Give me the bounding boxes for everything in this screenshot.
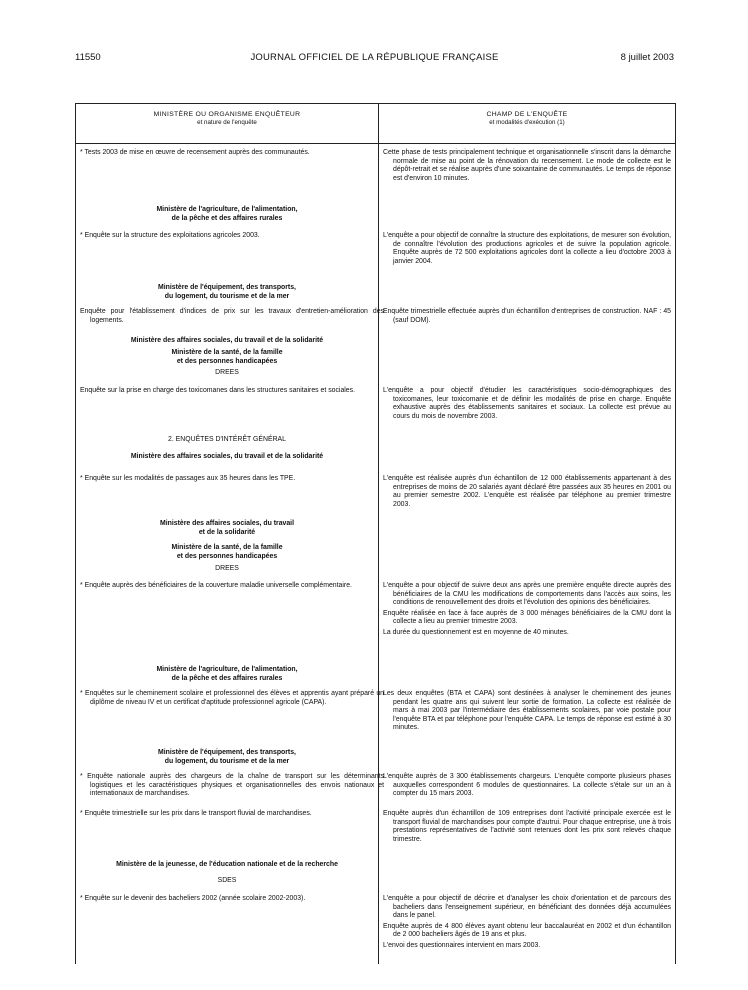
survey-nature: * Enquêtes sur le cheminement scolaire et professionnel des élèves et apprentis ayant préparé un diplôme de niveau IV et un certificat d'aptitude professionnel agricole (CAPA).: [80, 690, 384, 706]
ministry-line: et des personnes handicapées: [176, 552, 278, 560]
survey-nature: * Enquête sur les modalités de passages aux 35 heures dans les TPE.: [80, 475, 296, 482]
column-header-subtitle: et nature de l'enquête: [197, 119, 257, 126]
ministry-line: du logement, du tourisme et de la mer: [164, 757, 290, 765]
ministry-line: Ministère de l'agriculture, de l'alimentation,: [156, 206, 298, 213]
scope-paragraph: L'enquête a pour objectif de suivre deux ans après une première enquête directe auprès des bénéficiaires de la CMU les modifications de comportements dans l'accès aux soins, les conditions de renouvellement des droits et l'évolution des opinions des bénéficiaires.: [383, 582, 671, 607]
header-divider: [76, 143, 675, 144]
ministry-line: Ministère de la santé, de la famille: [171, 349, 283, 356]
survey-nature: * Enquête sur la structure des exploitations agricoles 2003.: [80, 232, 260, 239]
survey-nature: * Tests 2003 de mise en œuvre de recensement auprès des communautés.: [80, 149, 310, 156]
ministry-heading: [80, 284, 374, 301]
directorate-label: DREES: [215, 369, 239, 376]
scope-paragraph: La durée du questionnement est en moyenne de 40 minutes.: [383, 628, 569, 636]
ministry-line: de la pêche et des affaires rurales: [171, 674, 283, 682]
ministry-heading: [80, 453, 374, 462]
ministry-heading: [80, 861, 374, 870]
survey-nature: Enquête pour l'établissement d'indices de prix sur les travaux d'entretien-amélioration des logements.: [80, 308, 384, 324]
ministry-line: du logement, du tourisme et de la mer: [164, 292, 290, 300]
scope-paragraph: L'enquête auprès de 3 300 établissements chargeurs. L'enquête comporte plusieurs phases auxquelles correspondent 6 modules de questionnaires. La collecte s'étale sur un an à compter du 15 mars 2003.: [383, 773, 671, 798]
scope-paragraph: Enquête réalisée en face à face auprès de 3 000 ménages bénéficiaires de la CMU dont la collecte a lieu au premier trimestre 2003.: [383, 609, 671, 626]
scope-paragraph: Enquête auprès d'un échantillon de 109 entreprises dont l'activité principale exercée est le transport fluvial de marchandises pour compte d'autrui. Pour chaque entreprise, une à trois prestations représentatives de l'activité sont retenues dont les prix sont relevés chaque trimestre.: [383, 810, 671, 843]
survey-scope: [383, 810, 671, 846]
directorate-label: DREES: [215, 565, 239, 572]
ministry-line: Ministère de l'équipement, des transports,: [158, 749, 296, 756]
page-number: 11550: [75, 52, 101, 63]
survey-scope: [383, 582, 671, 640]
ministry-heading: [80, 337, 374, 346]
scope-paragraph: L'enquête a pour objectif de connaître la structure des exploitations, de mesurer son évolution, de connaître l'évolution des productions agricoles et de suivre la population agricole. Enquête auprès de 72 500 exploitations agricoles dont la collecte a lieu d'octobre 2003 à janvier 2004.: [383, 232, 671, 265]
ministry-line: de la pêche et des affaires rurales: [171, 214, 283, 222]
survey-nature: * Enquête sur le devenir des bacheliers 2002 (année scolaire 2002-2003).: [80, 895, 306, 902]
directorate-label: SDES: [217, 877, 237, 884]
column-header-title: MINISTÈRE OU ORGANISME ENQUÊTEUR: [153, 111, 301, 118]
column-header-scope: [379, 111, 675, 127]
scope-paragraph: Les deux enquêtes (BTA et CAPA) sont destinées à analyser le cheminement des jeunes pendant les quatre ans qui suivent leur sortie de formation. La collecte est réalisée de mars à mai 2003 par l'intermédiaire des établissements scolaires, par voie postale pour l'enquête BTA et par téléphone pour l'enquête CAPA. Le temps de réponse est estimé à 30 minutes.: [383, 690, 671, 732]
survey-scope: [383, 773, 671, 801]
journal-title: JOURNAL OFFICIEL DE LA RÉPUBLIQUE FRANÇAISE: [250, 52, 499, 63]
scope-paragraph: L'enquête a pour objectif d'étudier les caractéristiques socio-démographiques des toxicomanes, leur toxicomanie et de définir les modalités de prise en charge. Enquête exhaustive auprès des établissements sanitaires et sociaux. La collecte est prévue au cours du mois de novembre 2003.: [383, 387, 671, 420]
survey-scope: [383, 232, 671, 268]
survey-nature: * Enquête trimestrielle sur les prix dans le transport fluvial de marchandises.: [80, 810, 312, 817]
survey-scope: [383, 475, 671, 511]
ministry-heading: [80, 349, 374, 366]
survey-table: [75, 103, 676, 964]
survey-nature: * Enquête auprès des bénéficiaires de la couverture maladie universelle complémentaire.: [80, 582, 352, 589]
scope-paragraph: L'envoi des questionnaires intervient en mars 2003.: [383, 941, 541, 949]
survey-nature: Enquête sur la prise en charge des toxicomanes dans les structures sanitaires et sociales.: [80, 387, 356, 394]
column-header-subtitle: et modalités d'exécution (1): [489, 119, 565, 126]
column-header-organism: [76, 111, 378, 127]
scope-paragraph: Enquête auprès de 4 800 élèves ayant obtenu leur baccalauréat en 2002 et d'un échantillon de 2 000 bacheliers âgés de 19 ans et plus.: [383, 922, 671, 939]
ministry-line: Ministère de l'équipement, des transports,: [158, 284, 296, 291]
ministry-heading: [80, 749, 374, 766]
ministry-heading: [80, 544, 374, 561]
survey-scope: [383, 308, 671, 327]
survey-scope: [383, 149, 671, 185]
ministry-heading: [80, 520, 374, 537]
page-header: [75, 52, 674, 66]
ministry-line: Ministère de la jeunesse, de l'éducation nationale et de la recherche: [116, 861, 338, 868]
column-header-title: CHAMP DE L'ENQUÊTE: [486, 111, 568, 118]
ministry-line: et des personnes handicapées: [176, 357, 278, 365]
survey-scope: [383, 690, 671, 735]
section-heading: 2. ENQUÊTES D'INTÉRÊT GÉNÉRAL: [168, 436, 286, 443]
ministry-heading: [80, 666, 374, 683]
scope-paragraph: L'enquête est réalisée auprès d'un échantillon de 12 000 établissements appartenant à des entreprises de moins de 20 salariés ayant déclaré être passées aux 35 heures en 2001 ou au premier semestre 2002. L'enquête est réalisée par téléphone au premier trimestre 2003.: [383, 475, 671, 508]
ministry-line: Ministère de l'agriculture, de l'alimentation,: [156, 666, 298, 673]
ministry-line: Ministère des affaires sociales, du travail: [159, 520, 295, 527]
ministry-line: Ministère des affaires sociales, du travail et de la solidarité: [130, 337, 324, 344]
ministry-heading: [80, 206, 374, 223]
survey-scope: [383, 387, 671, 423]
scope-paragraph: L'enquête a pour objectif de décrire et d'analyser les choix d'orientation et de parcours des bacheliers dans l'enseignement supérieur, en bénéficiant des données déjà accumulées dans le panel.: [383, 895, 671, 920]
survey-nature: * Enquête nationale auprès des chargeurs de la chaîne de transport sur les déterminants logistiques et les caractéristiques physiques et organisationnelles des envois nationaux et internationaux de marchandises.: [80, 773, 384, 798]
ministry-line: et de la solidarité: [198, 528, 256, 536]
publication-date: 8 juillet 2003: [620, 52, 674, 63]
ministry-line: Ministère des affaires sociales, du travail et de la solidarité: [130, 453, 324, 460]
scope-paragraph: Enquête trimestrielle effectuée auprès d'un échantillon d'entreprises de construction. NAF : 45 (sauf DOM).: [383, 308, 671, 324]
survey-scope: [383, 895, 671, 953]
scope-paragraph: Cette phase de tests principalement technique et organisationnelle s'inscrit dans la démarche normale de mise au point de la rénovation du recensement. Le mode de collecte est le dépôt-retrait et se réalise auprès d'une soixantaine de communautés. Le temps de réponse est d'environ 10 minutes.: [383, 149, 671, 182]
ministry-line: Ministère de la santé, de la famille: [171, 544, 283, 551]
